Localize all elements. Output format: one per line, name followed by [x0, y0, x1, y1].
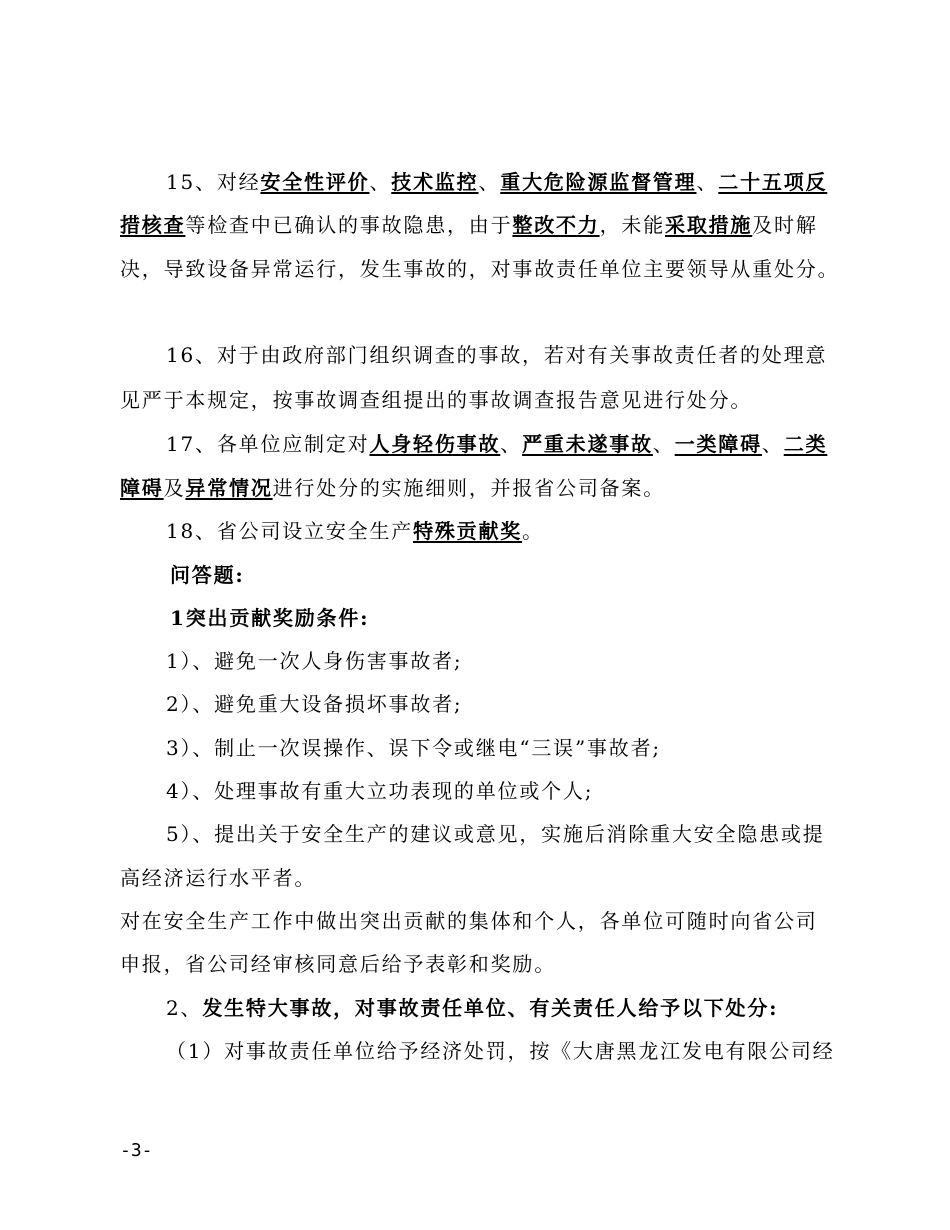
- term-25-measures-end: 措核查: [120, 213, 186, 237]
- page-number: -3-: [120, 1140, 153, 1161]
- term-class-2-end: 障碍: [120, 476, 164, 500]
- q2-item-1: （1）对事故责任单位给予经济处罚，按《大唐黑龙江发电有限公司经: [166, 1039, 835, 1063]
- para-17-text: 及: [163, 476, 186, 500]
- para-15-line-3: 决，导致设备异常运行，发生事故的，对事故责任单位主要领导从重处分。: [120, 257, 840, 281]
- q2-number: 2、: [166, 996, 203, 1020]
- q1-note-line-2: 申报，省公司经审核同意后给予表彰和奖励。: [120, 952, 556, 976]
- separator: 、: [696, 170, 719, 194]
- term-class-1-obstacle: 一类障碍: [674, 432, 762, 456]
- q1-note-line-1: 对在安全生产工作中做出突出贡献的集体和个人，各单位可随时向省公司: [120, 909, 818, 933]
- q1-item-5-cont: 高经济运行水平者。: [120, 866, 317, 890]
- para-17-text: 进行处分的实施细则，并报省公司备案。: [272, 476, 666, 500]
- q1-item-2: 2）、避免重大设备损坏事故者;: [166, 692, 463, 716]
- para-15-line-1: [166, 171, 827, 193]
- term-ineffective-rectification: 整改不力: [512, 213, 600, 237]
- para-15-line-2: [120, 214, 818, 236]
- q1-title: 1突出贡献奖励条件:: [170, 606, 370, 630]
- separator: 、: [652, 432, 675, 456]
- q1-item-5: 5）、提出关于安全生产的建议或意见，实施后消除重大安全隐患或提: [166, 822, 825, 846]
- term-special-contribution-award: 特殊贡献奖: [413, 519, 523, 543]
- term-serious-near-miss: 严重未遂事故: [522, 432, 653, 456]
- separator: 、: [369, 170, 392, 194]
- period: 。: [522, 519, 544, 543]
- para-16-line-2: 见严于本规定，按事故调查组提出的事故调查报告意见进行处分。: [120, 388, 753, 412]
- term-take-measures: 采取措施: [665, 213, 753, 237]
- separator: 、: [761, 432, 784, 456]
- para-15-text: 及时解: [752, 213, 818, 237]
- para-16-line-1: 16、对于由政府部门组织调查的事故，若对有关事故责任者的处理意: [166, 343, 828, 367]
- para-18: [166, 520, 544, 542]
- qa-heading: 问答题:: [170, 563, 245, 587]
- term-safety-evaluation: 安全性评价: [260, 170, 370, 194]
- term-minor-injury-accident: 人身轻伤事故: [369, 432, 501, 456]
- separator: 、: [478, 170, 501, 194]
- q2-title-line: [166, 997, 778, 1019]
- term-25-measures-start: 二十五项反: [718, 170, 828, 194]
- para-15-prefix: 15、对经: [166, 170, 261, 194]
- q2-title: 发生特大事故，对事故责任单位、有关责任人给予以下处分:: [202, 996, 779, 1020]
- para-17-line-1: [166, 433, 827, 455]
- q1-item-3: 3）、制止一次误操作、误下令或继电“三误”事故者;: [166, 736, 661, 760]
- term-class-2-start: 二类: [783, 432, 828, 456]
- separator: 、: [500, 432, 523, 456]
- term-abnormal-situation: 异常情况: [185, 476, 273, 500]
- q1-item-1: 1）、避免一次人身伤害事故者;: [166, 649, 463, 673]
- para-17-prefix: 17、各单位应制定对: [166, 432, 370, 456]
- para-15-text: ，未能: [599, 213, 666, 237]
- para-18-prefix: 18、省公司设立安全生产: [166, 519, 414, 543]
- term-technical-monitoring: 技术监控: [391, 170, 479, 194]
- para-17-line-2: [120, 477, 665, 499]
- para-15-text: 等检查中已确认的事故隐患，由于: [185, 213, 513, 237]
- q1-item-4: 4）、处理事故有重大立功表现的单位或个人;: [166, 779, 594, 803]
- term-major-hazard-supervision: 重大危险源监督管理: [500, 170, 697, 194]
